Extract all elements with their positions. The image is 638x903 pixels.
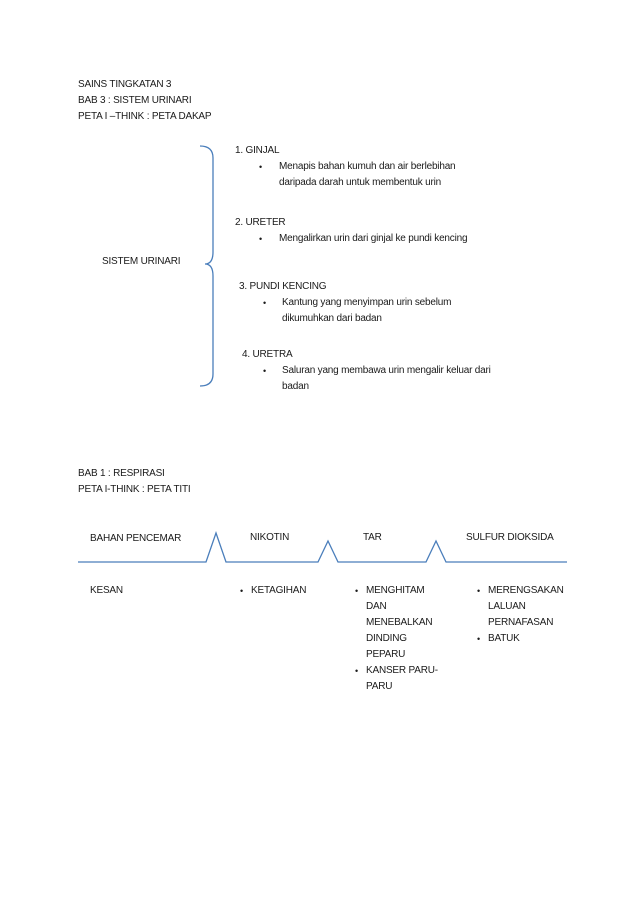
header-map-type: PETA I –THINK : PETA DAKAP (78, 111, 212, 122)
list-item: • BATUK (477, 631, 569, 647)
part-uretra-desc-1: Saluran yang membawa urin mengalir keluar dari (282, 365, 491, 376)
bridge-pair-2-top: TAR (363, 532, 382, 543)
bridge-relating-factor-top: BAHAN PENCEMAR (90, 533, 182, 544)
bullet-icon: • (263, 298, 267, 308)
header-chapter: BAB 3 : SISTEM URINARI (78, 95, 192, 106)
part-ginjal-desc-1: Menapis bahan kumuh dan air berlebihan (279, 161, 456, 172)
part-pundi-desc-2: dikumuhkan dari badan (282, 313, 382, 324)
part-ginjal-desc-2: daripada darah untuk membentuk urin (279, 177, 441, 188)
part-ureter-title: 2. URETER (235, 217, 286, 228)
part-pundi-title: 3. PUNDI KENCING (239, 281, 327, 292)
bridge-pair-3-top: SULFUR DIOKSIDA (466, 532, 554, 543)
part-uretra-desc-2: badan (282, 381, 309, 392)
brace-main-topic: SISTEM URINARI (102, 256, 181, 267)
header-subject: SAINS TINGKATAN 3 (78, 79, 172, 90)
bullet-icon: • (263, 366, 267, 376)
part-ginjal-title: 1. GINJAL (235, 145, 280, 156)
part-uretra-title: 4. URETRA (242, 349, 293, 360)
section2-chapter: BAB 1 : RESPIRASI (78, 468, 165, 479)
list-item: • MENGHITAM DAN MENEBALKAN DINDING PEPARU (355, 583, 441, 663)
bridge-pair-1-bottom (240, 583, 330, 599)
bridge-pair-2-bottom (355, 583, 441, 695)
list-item: • KANSER PARU-PARU (355, 663, 441, 695)
list-item: • KETAGIHAN (240, 583, 330, 599)
bullet-icon: • (259, 234, 263, 244)
brace-shape (200, 146, 213, 386)
part-pundi-desc-1: Kantung yang menyimpan urin sebelum (282, 297, 452, 308)
bullet-icon: • (259, 162, 263, 172)
part-ureter-desc-1: Mengalirkan urin dari ginjal ke pundi kencing (279, 233, 468, 244)
bridge-pair-3-bottom (477, 583, 569, 647)
list-item: • MERENGSAKAN LALUAN PERNAFASAN (477, 583, 569, 631)
section2-map-type: PETA I-THINK : PETA TITI (78, 484, 191, 495)
bridge-relating-factor-bottom: KESAN (90, 585, 123, 596)
bridge-pair-1-top: NIKOTIN (250, 532, 290, 543)
